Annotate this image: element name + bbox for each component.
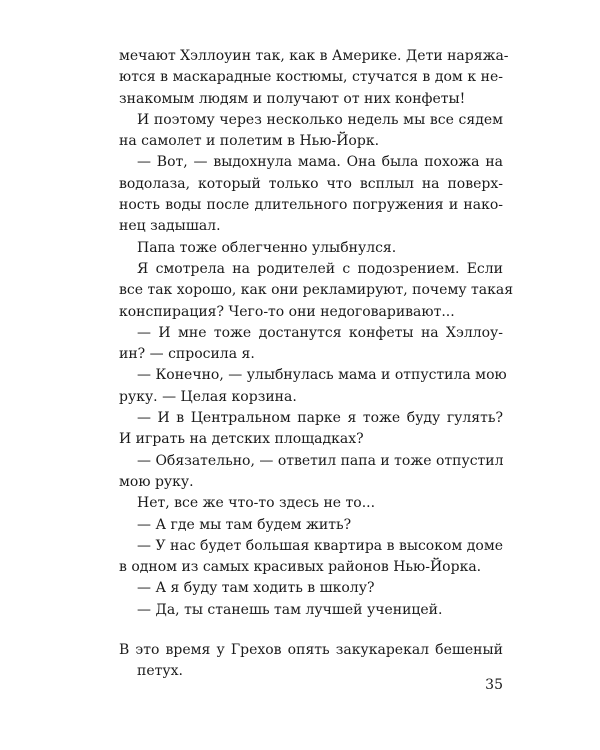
text-line: — А я буду там ходить в школу? <box>137 580 375 597</box>
text-line: конспирация? Чего-то они недоговаривают... <box>119 303 455 320</box>
text-line: — Вот, — выдохнула мама. Она была похожа на <box>137 154 503 171</box>
text-line: петух. <box>137 663 183 680</box>
page-text <box>119 46 514 683</box>
text-line: — И в Центральном парке я тоже буду гулять? <box>137 410 503 427</box>
text-line: — Да, ты станешь там лучшей ученицей. <box>137 601 443 618</box>
text-line: мечают Хэллоуин так, как в Америке. Дети наряжа- <box>119 48 509 64</box>
text-line: И играть на детских площадках? <box>119 431 364 448</box>
text-line: мою руку. <box>119 473 194 490</box>
text-line: водолаза, который только что всплыл на поверх- <box>119 175 503 192</box>
text-line: ин? — спросила я. <box>119 346 255 363</box>
text-line: ются в маскарадные костюмы, стучатся в дом к не- <box>119 69 503 86</box>
text-line: знакомым людям и получают от них конфеты! <box>119 90 466 107</box>
text-line: руку. — Целая корзина. <box>119 388 297 405</box>
text-line: — И мне тоже достанутся конфеты на Хэллоу- <box>137 324 503 341</box>
text-line: — Обязательно, — ответил папа и тоже отпустил <box>137 452 504 469</box>
section-break <box>119 621 503 640</box>
text-line: Папа тоже облегченно улыбнулся. <box>137 239 397 256</box>
text-line: И поэтому через несколько недель мы все сядем <box>137 111 503 128</box>
text-line: — Конечно, — улыбнулась мама и отпустила мою <box>137 367 507 384</box>
text-line: нец задышал. <box>119 218 221 235</box>
text-line: В это время у Грехов опять закукарекал бешеный <box>119 642 503 659</box>
text-line: — У нас будет большая квартира в высоком доме <box>137 537 503 554</box>
page-number: 35 <box>485 677 503 693</box>
text-line: в одном из самых красивых районов Нью-Йорка. <box>119 559 482 576</box>
text-line: на самолет и полетим в Нью-Йорк. <box>119 133 380 150</box>
text-line: — А где мы там будем жить? <box>137 516 352 533</box>
text-line: Я смотрела на родителей с подозрением. Если <box>137 260 503 277</box>
text-line: все так хорошо, как они рекламируют, почему такая <box>119 282 514 299</box>
text-line: ность воды после длительного погружения и нако- <box>119 197 503 214</box>
text-line: Нет, все же что-то здесь не то... <box>137 495 376 512</box>
